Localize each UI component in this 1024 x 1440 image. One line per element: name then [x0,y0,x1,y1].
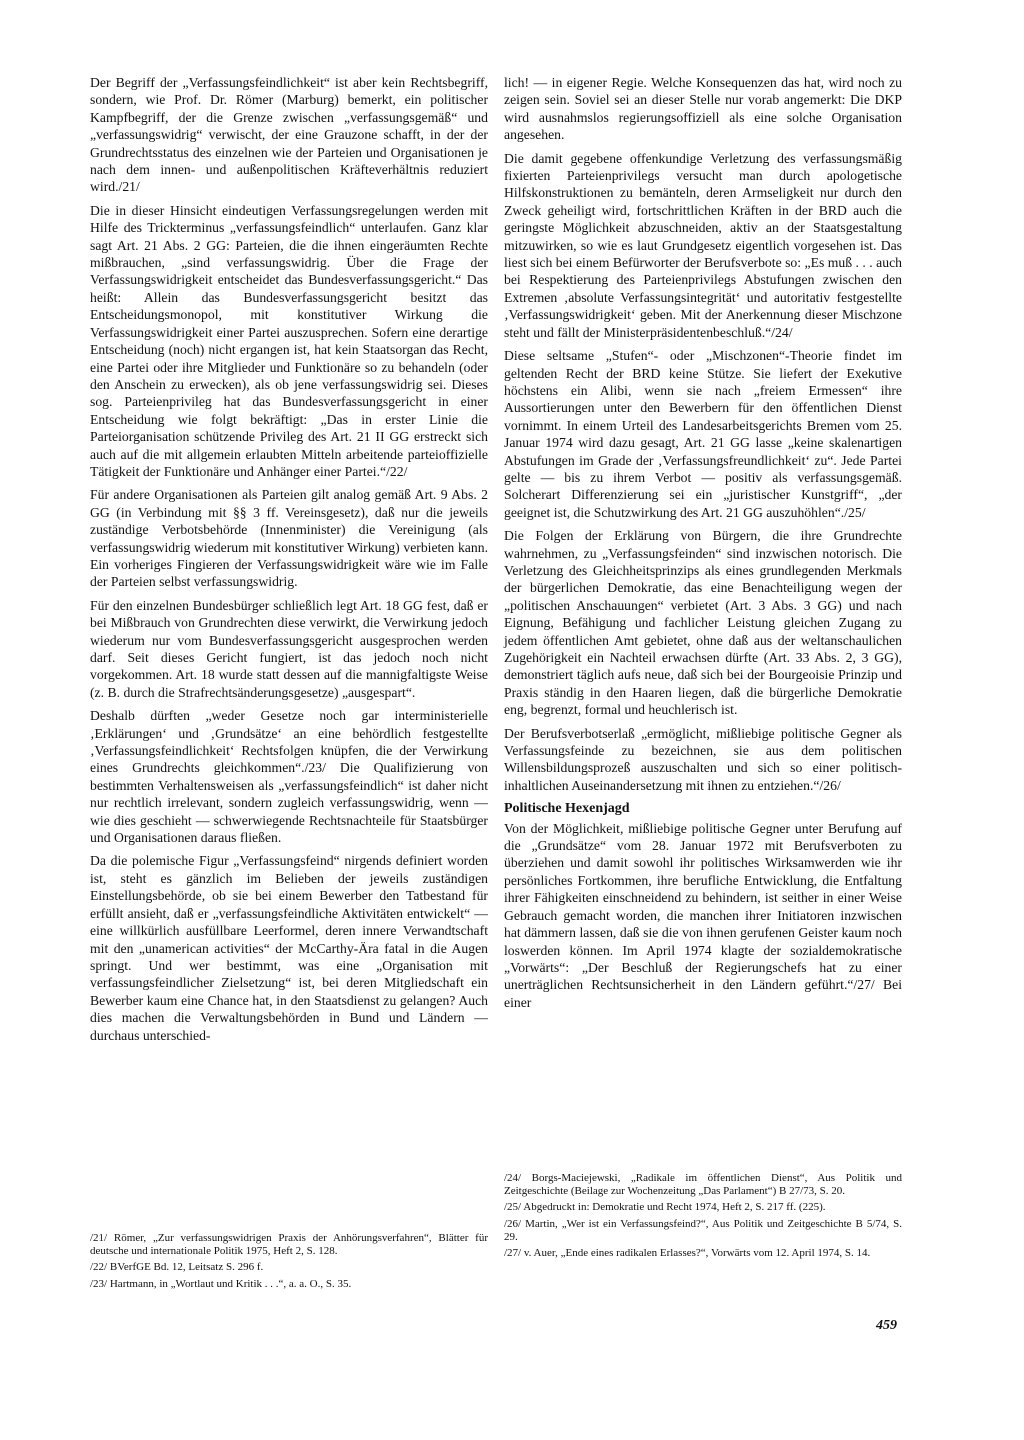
footnote: /25/ Abgedruckt in: Demokratie und Recht 1974, Heft 2, S. 217 ff. (225). [504,1201,826,1214]
paragraph: Von der Möglichkeit, mißliebige politische Gegner unter Berufung auf die „Grundsätze“ vom 28. Januar 1972 mit Berufsverboten zu überziehen und damit sowohl ihr politisches Wirksamwerden wie ihr persönliches Fortkommen, ihre berufliche Entwicklung, die Entfaltung ihrer Fähigkeiten einschneidend zu behindern, ist seither in einer Weise Gebrauch gemacht worden, die manchen ihrer Initiatoren inzwischen hat dämmern lassen, daß sie die von ihnen gerufenen Geister kaum noch loswerden können. Im April 1974 klagte der sozialdemokratische „Vorwärts“: „Der Beschluß der Regierungschefs hat zu einer unerträglichen Rechtsunsicherheit in den Ländern geführt.“/27/ Bei einer [504,820,902,1010]
paragraph: Die Folgen der Erklärung von Bürgern, die ihre Grundrechte wahrnehmen, zu „Verfassungsfeinden“ sind inzwischen notorisch. Die Verletzung des Gleichheitsprinzips als eines grundlegenden Merkmals der bürgerlichen Demokratie, das eine Benachteiligung wegen der „politischen Anschauungen“ verbietet (Art. 3 Abs. 3 GG) und nach Eignung, Befähigung und fachlicher Leistung gleichen Zugang zu jedem öffentlichen Amt gebietet, ohne daß aus der weltanschaulichen Zugehörigkeit ein Nachteil erwachsen dürfte (Art. 33 Abs. 2, 3 GG), demonstriert täglich aufs neue, daß sich bei der Bourgeoisie Prinzip und Praxis ständig in den Haaren liegen, daß die bürgerliche Demokratie eng, begrenzt, formal und heuchlerisch ist. [504,528,902,718]
paragraph: Für den einzelnen Bundesbürger schließlich legt Art. 18 GG fest, daß er bei Mißbrauch von Grundrechten diese verwirkt, die Verwirkung jedoch wiederum nur vom Bundesverfassungsgericht ausgesprochen werden darf. Seit dieses Gericht fungiert, ist das jedoch noch nicht vorgekommen. Art. 18 wurde statt dessen auf die mannigfaltigste Weise (z. B. durch die Strafrechtsänderungsgesetze) „ausgespart“. [90,597,488,700]
paragraph: Der Begriff der „Verfassungsfeindlichkeit“ ist aber kein Rechtsbegriff, sondern, wie Prof. Dr. Römer (Marburg) bemerkt, ein politischer Kampfbegriff, der die Grenze zwischen „verfassungsgemäß“ und „verfassungswidrig“ verwischt, der eine Grauzone schafft, in der der Grundrechtsstatus des einzelnen wie der Parteien und Organisationen je nach dem innen- und außenpolitischen Kräfteverhältnis reduziert wird./21/ [90,75,488,195]
left-column [90,74,488,1050]
paragraph: Da die polemische Figur „Verfassungsfeind“ nirgends definiert worden ist, steht es gänzlich im Belieben der jeweils zuständigen Einstellungsbehörde, ob sie bei einem Bewerber den Tatbestand für erfüllt ansieht, daß er „verfassungsfeindliche Aktivitäten entwickelt“ — eine willkürlich ausfüllbare Leerformel, deren innere Verwandtschaft mit den „unamerican activities“ der McCarthy-Ära fatal in die Augen springt. Und wer bestimmt, was eine „Organisation mit verfassungsfeindlicher Zielsetzung“ ist, bei deren Mitgliedschaft ein Bewerber kaum eine Chance hat, in den Staatsdienst zu gelangen? Auch dies machen die Verwaltungsbehörden in Bund und Ländern — durchaus unterschied- [90,853,488,1043]
left-footnotes [90,1232,488,1294]
paragraph: Der Berufsverbotserlaß „ermöglicht, mißliebige politische Gegner als Verfassungsfeinde zu bezeichnen, sie aus dem politischen Willensbildungsprozeß auszuschalten und sich so einer politisch-inhaltlichen Auseinandersetzung mit ihnen zu entziehen.“/26/ [504,725,902,793]
footnote: /22/ BVerfGE Bd. 12, Leitsatz S. 296 f. [90,1261,264,1274]
paragraph: Diese seltsame „Stufen“- oder „Mischzonen“-Theorie findet im geltenden Recht der BRD keine Stütze. Sie liefert der Exekutive höchstens ein Alibi, wenn sie nach „freiem Ermessen“ ihre Aussortierungen unter den Bewerbern für den öffentlichen Dienst vornimmt. In einem Urteil des Landesarbeitsgerichts Bremen vom 25. Januar 1974 wird dazu gesagt, Art. 21 GG lasse „keine skalenartigen Abstufungen im Grade der ‚Verfassungsfreundlichkeit‘ zu“. Jede Partei gelte — bis zu ihrem Verbot — positiv als verfassungsgemäß. Solcherart Differenzierung sei ein „juristischer Kunstgriff“, „der geeignet ist, die Schutzwirkung des Art. 21 GG auszuhöhlen“./25/ [504,348,902,520]
paragraph: lich! — in eigener Regie. Welche Konsequenzen das hat, wird noch zu zeigen sein. Soviel sei an dieser Stelle nur vorab angemerkt: Die DKP wird ausnahmslos regierungsoffiziell als eine solche Organisation angesehen. [504,75,902,143]
footnote: /26/ Martin, „Wer ist ein Verfassungsfeind?“, Aus Politik und Zeitgeschichte B 5/74, S. 29. [504,1217,902,1243]
footnote: /27/ v. Auer, „Ende eines radikalen Erlasses?“, Vorwärts vom 12. April 1974, S. 14. [504,1247,871,1260]
paragraph: Die damit gegebene offenkundige Verletzung des verfassungsmäßig fixierten Parteienprivilegs versucht man durch apologetische Hilfskonstruktionen zu bemänteln, deren Armseligkeit nur durch den Zweck geheiligt wird, fortschrittlichen Kräften in der BRD auch die geringste Möglichkeit abzuschneiden, aktiv an der Staatsgestaltung mitzuwirken, so wie es laut Grundgesetz eigentlich vorgesehen ist. Das liest sich bei einem Befürworter der Berufsverbote so: „Es muß . . . auch bei Respektierung des Parteienprivilegs Abstufungen zwischen den Extremen ‚absolute Verfassungsintegrität‘ und autoritativ festgestellte ‚Verfassungswidrigkeit‘ geben. Mit der Anerkennung dieser Mischzone steht und fällt der Ministerpräsidentenbeschluß.“/24/ [504,150,902,340]
footnote: /24/ Borgs-Maciejewski, „Radikale im öffentlichen Dienst“, Aus Politik und Zeitgeschichte (Beilage zur Wochenzeitung „Das Parlament“) B 27/73, S. 20. [504,1172,902,1198]
paragraph: Die in dieser Hinsicht eindeutigen Verfassungsregelungen werden mit Hilfe des Trickterminus „verfassungsfeindlich“ unterlaufen. Ganz klar sagt Art. 21 Abs. 2 GG: Parteien, die die ihnen eingeräumten Rechte mißbrauchen, „sind verfassungswidrig. Über die Frage der Verfassungswidrigkeit entscheidet das Bundesverfassungsgericht.“ Das heißt: Allein das Bundesverfassungsgericht besitzt das Entscheidungsmonopol, mit konstitutiver Wirkung die Verfassungswidrigkeit einer Partei auszusprechen. Sofern eine derartige Entscheidung (noch) nicht ergangen ist, hat kein Staatsorgan das Recht, eine Partei oder ihre Mitglieder und Funktionäre so zu behandeln (oder den Anschein zu erwecken), als ob jene verfassungswidrig sei. Dieses sog. Parteienprivileg hat das Bundesverfassungsgericht in einer Entscheidung wie folgt bekräftigt: „Das in erster Linie die Parteiorganisation schützende Privileg des Art. 21 II GG erstreckt sich auch auf die mit allgemein erlaubten Mitteln arbeitende parteioffizielle Tätigkeit der Funktionäre und Anhänger einer Partei.“/22/ [90,202,488,479]
section-heading: Politische Hexenjagd [504,801,630,817]
right-column [504,74,902,1017]
footnote: /23/ Hartmann, in „Wortlaut und Kritik . . .“, a. a. O., S. 35. [90,1277,352,1290]
page-number: 459 [876,1318,897,1333]
footnote: /21/ Römer, „Zur verfassungswidrigen Praxis der Anhörungsverfahren“, Blätter für deutsche und internationale Politik 1975, Heft 2, S. 128. [90,1232,488,1258]
right-footnotes [504,1172,902,1263]
paragraph: Für andere Organisationen als Parteien gilt analog gemäß Art. 9 Abs. 2 GG (in Verbindung mit §§ 3 ff. Vereinsgesetz), daß nur die jeweils zuständige Verbotsbehörde (Innenminister) die Vereinigung (als verfassungswidrig wiederum mit konstitutiver Wirkung) verbieten kann. Ein vorheriges Fingieren der Verfassungswidrigkeit wäre wie im Falle der Parteien selbst verfassungswidrig. [90,487,488,590]
paragraph: Deshalb dürften „weder Gesetze noch gar interministerielle ‚Erklärungen‘ und ‚Grundsätze‘ an eine behördlich festgestellte ‚Verfassungsfeindlichkeit‘ Rechtsfolgen knüpfen, die der Verwirkung eines Grundrechts gleichkommen“./23/ Die Qualifizierung von bestimmten Verhaltensweisen als „verfassungsfeindlich“ ist daher nicht nur rechtlich irrelevant, sondern zugleich verfassungswidrig, wenn — wie dies geschieht — schwerwiegende Rechtsnachteile für Staatsbürger und Organisationen daraus fließen. [90,708,488,846]
